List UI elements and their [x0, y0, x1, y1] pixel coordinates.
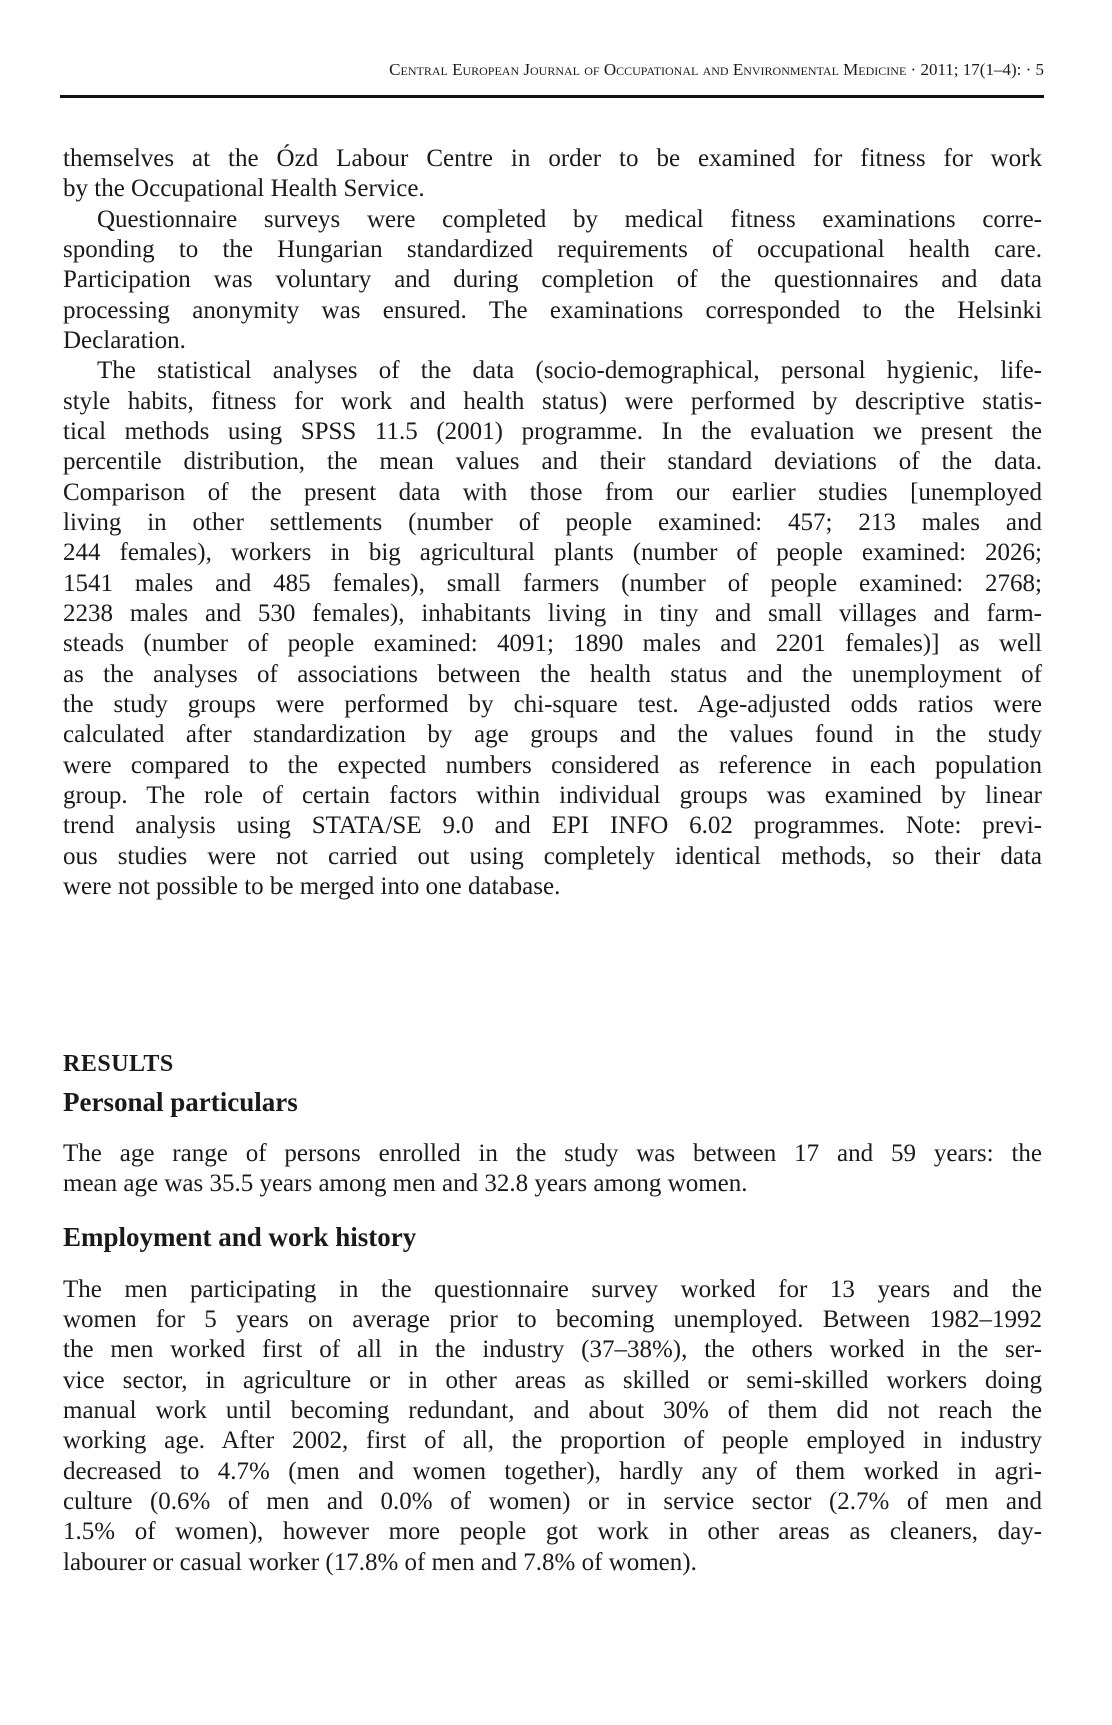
text-line: sponding to the Hungarian standardized requirements of occupational health care.	[63, 236, 1042, 263]
text-line: tical methods using SPSS 11.5 (2001) programme. In the evaluation we present the	[63, 418, 1042, 445]
subsection-heading-personal: Personal particulars	[63, 1087, 298, 1117]
text-line: decreased to 4.7% (men and women together), hardly any of them worked in agri-	[63, 1458, 1042, 1485]
text-line: culture (0.6% of men and 0.0% of women) or in service sector (2.7% of men and	[63, 1488, 1042, 1515]
text-line: The statistical analyses of the data (socio-demographical, personal hygienic, life-	[97, 357, 1042, 384]
running-header	[60, 60, 1044, 90]
text-line: labourer or casual worker (17.8% of men and 7.8% of women).	[63, 1549, 697, 1576]
text-line: women for 5 years on average prior to becoming unemployed. Between 1982–1992	[63, 1306, 1042, 1333]
text-line: working age. After 2002, first of all, the proportion of people employed in industry	[63, 1427, 1042, 1454]
text-line: The men participating in the questionnaire survey worked for 13 years and the	[63, 1276, 1042, 1303]
text-line: as the analyses of associations between the health status and the unemployment of	[63, 661, 1042, 688]
text-line: by the Occupational Health Service.	[63, 175, 425, 202]
text-line: 2238 males and 530 females), inhabitants living in tiny and small villages and farm-	[63, 600, 1042, 627]
text-line: vice sector, in agriculture or in other areas as skilled or semi-skilled workers doing	[63, 1367, 1042, 1394]
text-line: ous studies were not carried out using completely identical methods, so their data	[63, 843, 1042, 870]
header-rule	[60, 95, 1044, 98]
text-line: the study groups were performed by chi-square test. Age-adjusted odds ratios were	[63, 691, 1042, 718]
text-line: Declaration.	[63, 327, 186, 354]
text-line: the men worked first of all in the industry (37–38%), the others worked in the ser-	[63, 1336, 1042, 1363]
text-line: were not possible to be merged into one database.	[63, 873, 561, 900]
citation: · 2011; 17(1–4): · 5	[906, 60, 1044, 79]
subsection-heading-employment: Employment and work history	[63, 1222, 417, 1252]
text-line: percentile distribution, the mean values and their standard deviations of the data.	[63, 448, 1042, 475]
text-line: The age range of persons enrolled in the study was between 17 and 59 years: the	[63, 1140, 1042, 1167]
text-line: calculated after standardization by age groups and the values found in the study	[63, 721, 1042, 748]
text-line: mean age was 35.5 years among men and 32.8 years among women.	[63, 1170, 748, 1197]
text-line: themselves at the Ózd Labour Centre in order to be examined for fitness for work	[63, 145, 1042, 172]
journal-title: Central European Journal of Occupational and Environmental Medicine	[389, 60, 907, 79]
text-line: manual work until becoming redundant, and about 30% of them did not reach the	[63, 1397, 1042, 1424]
text-line: Comparison of the present data with those from our earlier studies [unemployed	[63, 479, 1042, 506]
text-line: trend analysis using STATA/SE 9.0 and EPI INFO 6.02 programmes. Note: previ-	[63, 812, 1042, 839]
text-line: processing anonymity was ensured. The examinations corresponded to the Helsinki	[63, 297, 1042, 324]
text-line: 1.5% of women), however more people got work in other areas as cleaners, day-	[63, 1518, 1042, 1545]
text-line: style habits, fitness for work and health status) were performed by descriptive statis-	[63, 388, 1042, 415]
text-line: living in other settlements (number of people examined: 457; 213 males and	[63, 509, 1042, 536]
section-heading-results: RESULTS	[63, 1051, 174, 1077]
text-line: Participation was voluntary and during completion of the questionnaires and data	[63, 266, 1042, 293]
text-line: Questionnaire surveys were completed by medical fitness examinations corre-	[97, 206, 1042, 233]
text-line: 244 females), workers in big agricultural plants (number of people examined: 2026;	[63, 539, 1042, 566]
text-line: group. The role of certain factors within individual groups was examined by linear	[63, 782, 1042, 809]
text-line: steads (number of people examined: 4091; 1890 males and 2201 females)] as well	[63, 630, 1042, 657]
text-line: were compared to the expected numbers considered as reference in each population	[63, 752, 1042, 779]
text-line: 1541 males and 485 females), small farmers (number of people examined: 2768;	[63, 570, 1042, 597]
